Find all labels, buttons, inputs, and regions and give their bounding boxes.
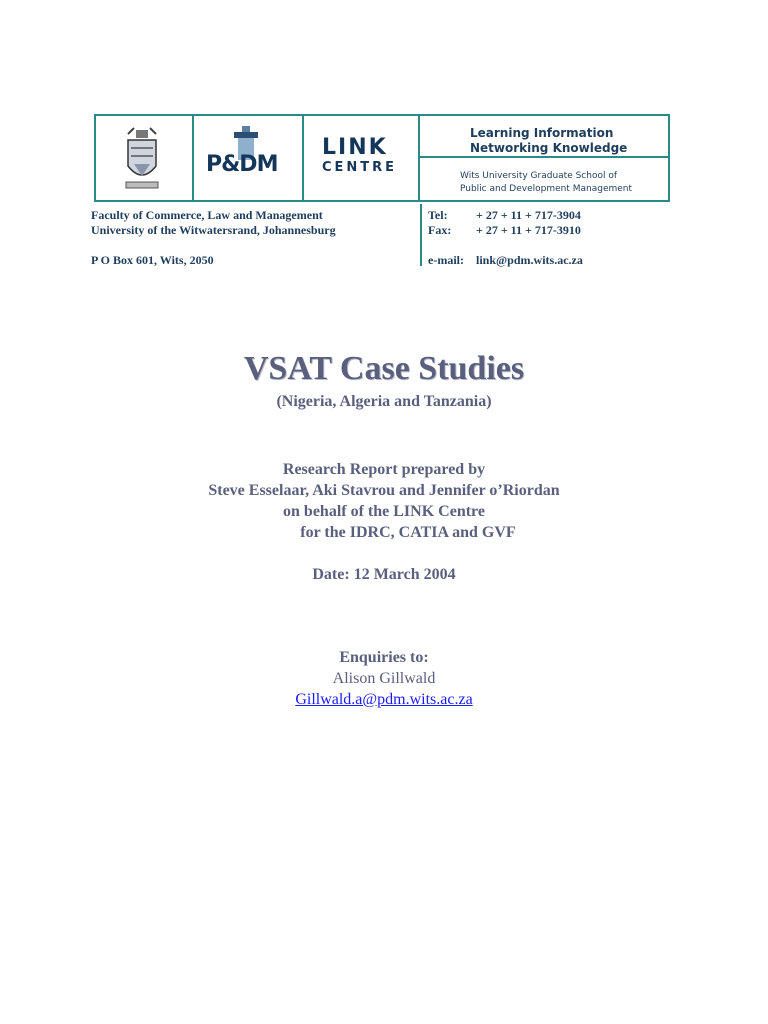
email-value: link@pdm.wits.ac.za	[476, 253, 583, 267]
enquiries-heading: Enquiries to:	[339, 649, 429, 666]
postal-address	[91, 208, 336, 268]
link-info-cell	[420, 116, 668, 200]
address-line-3: P O Box 601, Wits, 2050	[91, 253, 214, 267]
enquiries-email-link[interactable]: Gillwald.a@pdm.wits.ac.za	[295, 691, 473, 708]
wits-crest-icon	[122, 126, 162, 192]
link-info-upper	[420, 116, 668, 158]
link-tagline	[470, 126, 627, 156]
contact-divider	[420, 204, 422, 266]
document-title: VSAT Case Studies	[243, 350, 525, 387]
tel-label: Tel:	[428, 208, 448, 222]
link-logo-line2: CENTRE	[322, 160, 398, 175]
email-row	[428, 253, 583, 268]
link-tagline-line2: Networking Knowledge	[470, 141, 628, 155]
address-line-2: University of the Witwatersrand, Johannesburg	[91, 223, 336, 237]
wits-school-name	[460, 170, 632, 196]
link-centre-logo	[322, 136, 397, 176]
report-line-1: Research Report prepared by	[282, 461, 486, 478]
wits-school-line1: Wits University Graduate School of	[460, 171, 618, 181]
contact-details	[428, 208, 583, 268]
enquiries-name: Alison Gillwald	[332, 670, 436, 687]
pdm-logo-cell	[194, 116, 304, 200]
tel-row	[428, 208, 583, 223]
document-subtitle: (Nigeria, Algeria and Tanzania)	[276, 393, 492, 410]
report-date: Date: 12 March 2004	[312, 566, 456, 583]
report-line-3: on behalf of the LINK Centre	[283, 503, 485, 520]
report-credits	[0, 459, 768, 543]
pdm-logo-text: P&DM	[206, 152, 278, 177]
fax-row	[428, 223, 583, 238]
enquiries	[0, 647, 768, 710]
link-tagline-line1: Learning Information	[470, 126, 614, 140]
wits-crest-cell	[96, 116, 194, 200]
tel-value: + 27 + 11 + 717-3904	[476, 208, 581, 222]
wits-school-line2: Public and Development Management	[460, 184, 633, 194]
report-line-2: Steve Esselaar, Aki Stavrou and Jennifer o’Riordan	[208, 482, 560, 499]
link-centre-logo-cell	[304, 116, 420, 200]
fax-value: + 27 + 11 + 717-3910	[476, 223, 581, 237]
fax-label: Fax:	[428, 223, 452, 237]
report-line-4: for the IDRC, CATIA and GVF	[300, 524, 516, 541]
email-label: e-mail:	[428, 253, 464, 267]
address-line-1: Faculty of Commerce, Law and Management	[91, 208, 323, 222]
letterhead-box	[94, 114, 670, 202]
link-logo-line1: LINK	[322, 135, 388, 160]
